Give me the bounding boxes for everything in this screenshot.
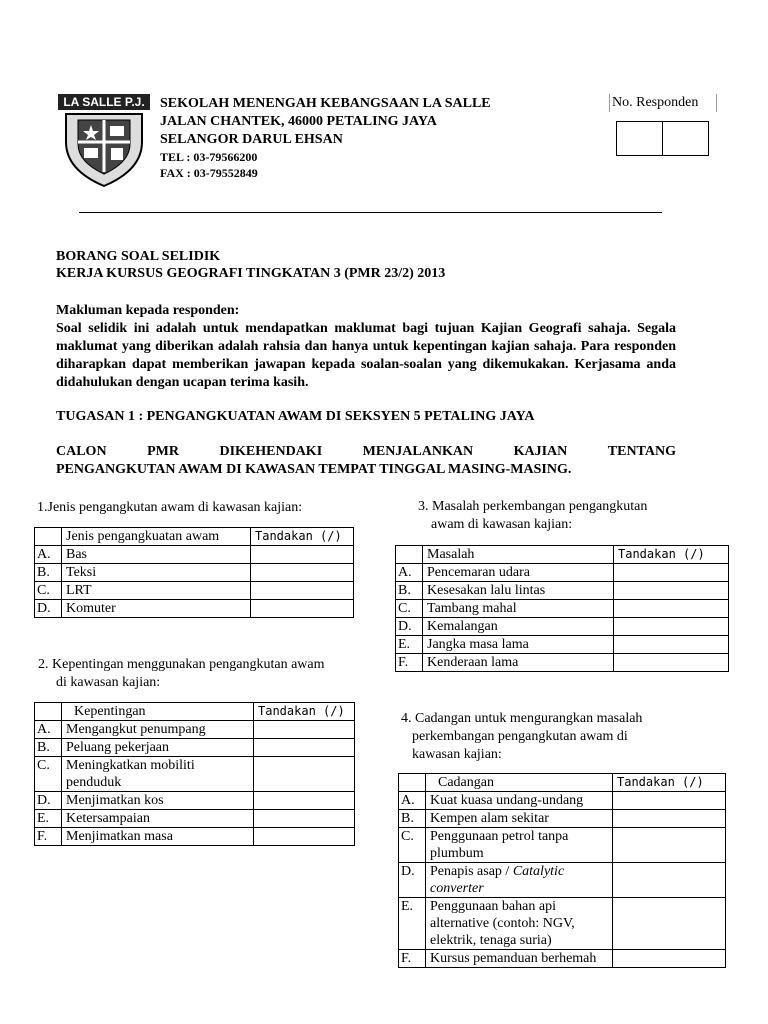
notice-body: Soal selidik ini adalah untuk mendapatkan maklumat bagi tujuan Kajian Geografi sahaja. Segala maklumat yang diberikan adalah rahsia dan hanya untuk kepentingan kajian sahaja. Para responden diharapkan dapat memberikan jawapan kepada soalan-soalan yang dikemukakan. Kerjasama anda didahulukan dengan ucapan terima kasih. [56,321,676,390]
task-title: TUGASAN 1 : PENGANGKUATAN AWAM DI SEKSYEN 5 PETALING JAYA [56,409,535,424]
table-row: A. Kuat kuasa undang-undang [399,792,726,810]
instruction-word: KAJIAN [513,444,568,459]
school-address-line2: SELANGOR DARUL EHSAN [160,132,343,147]
table-row: C. Penggunaan petrol tanpa plumbum [399,828,726,863]
mark-cell[interactable] [251,564,354,582]
instruction-word: TENTANG [607,444,676,459]
mark-cell[interactable] [251,546,354,564]
column-header: Masalah [423,546,614,564]
logo-text: LA SALLE P.J. [63,95,145,109]
school-logo [56,92,152,188]
mark-cell[interactable] [613,810,726,828]
question-3-table [395,545,729,672]
mark-cell[interactable] [614,636,729,654]
question-1: 1.Jenis pengangkutan awam di kawasan kajian: [37,500,303,515]
mark-cell[interactable] [614,618,729,636]
column-header: Jenis pengangkuatan awam [62,528,251,546]
table-row: B. Kempen alam sekitar [399,810,726,828]
table-row: B. Peluang pekerjaan [35,739,355,757]
mark-cell[interactable] [613,828,726,863]
mark-column-header: Tandakan (/) [254,703,355,721]
mark-cell[interactable] [614,564,729,582]
table-row: B. Teksi [35,564,354,582]
table-row: D. Penapis asap / Catalytic converter [399,863,726,898]
mark-cell[interactable] [614,600,729,618]
respondent-number-label: No. Responden [609,94,717,112]
school-fax: FAX : 03-79552849 [160,166,258,180]
instruction-word: CALON [56,444,107,459]
school-tel: TEL : 03-79566200 [160,150,258,164]
table-row: C. Meningkatkan mobiliti penduduk [35,757,355,792]
table-row: E. Ketersampaian [35,810,355,828]
mark-cell[interactable] [613,950,726,968]
respondent-digit-2[interactable] [663,122,708,155]
table-row: F. Kursus pemanduan berhemah [399,950,726,968]
table-row: F. Menjimatkan masa [35,828,355,846]
table-row: A. Bas [35,546,354,564]
table-row: C. LRT [35,582,354,600]
table-row: C. Tambang mahal [396,600,729,618]
mark-cell[interactable] [613,863,726,898]
school-name: SEKOLAH MENENGAH KEBANGSAAN LA SALLE [160,96,491,111]
instruction-word: MENJALANKAN [362,444,474,459]
respondent-digit-1[interactable] [617,122,663,155]
candidate-instruction [56,443,676,479]
column-header: Cadangan [426,774,613,792]
school-header [160,95,491,181]
mark-column-header: Tandakan (/) [251,528,354,546]
table-row: D. Menjimatkan kos [35,792,355,810]
column-header: Kepentingan [62,703,254,721]
mark-cell[interactable] [251,600,354,618]
question-4: 4. Cadangan untuk mengurangkan masalah perkembangan pengangkutan awam di kawasan kajian: [401,711,643,762]
form-title [56,248,445,282]
mark-cell[interactable] [254,721,355,739]
mark-cell[interactable] [254,828,355,846]
header-divider [79,212,662,213]
mark-cell[interactable] [251,582,354,600]
school-address-line1: JALAN CHANTEK, 46000 PETALING JAYA [160,114,437,129]
mark-cell[interactable] [254,739,355,757]
form-title-line2: KERJA KURSUS GEOGRAFI TINGKATAN 3 (PMR 23/2) 2013 [56,266,446,281]
respondent-number-box[interactable] [616,121,709,156]
table-row: A. Mengangkut penumpang [35,721,355,739]
mark-column-header: Tandakan (/) [614,546,729,564]
respondent-notice [56,302,676,392]
question-3: 3. Masalah perkembangan pengangkutan awam di kawasan kajian: [418,499,648,532]
table-row: E. Penggunaan bahan api alternative (contoh: NGV, elektrik, tenaga suria) [399,898,726,950]
question-2-table [34,702,355,846]
instruction-line2: PENGANGKUTAN AWAM DI KAWASAN TEMPAT TINGGAL MASING-MASING. [56,462,572,477]
mark-cell[interactable] [254,757,355,792]
mark-cell[interactable] [614,582,729,600]
table-row: A. Pencemaran udara [396,564,729,582]
table-row: F. Kenderaan lama [396,654,729,672]
mark-cell[interactable] [613,898,726,950]
mark-cell[interactable] [614,654,729,672]
question-2: 2. Kepentingan menggunakan pengangkutan awam di kawasan kajian: [38,657,325,690]
table-row: E. Jangka masa lama [396,636,729,654]
mark-cell[interactable] [254,792,355,810]
notice-heading: Makluman kepada responden: [56,303,240,318]
form-title-line1: BORANG SOAL SELIDIK [56,249,221,264]
instruction-word: DIKEHENDAKI [219,444,323,459]
table-row: D. Komuter [35,600,354,618]
mark-cell[interactable] [254,810,355,828]
mark-cell[interactable] [613,792,726,810]
mark-column-header: Tandakan (/) [613,774,726,792]
question-1-table [34,527,354,618]
table-row: D. Kemalangan [396,618,729,636]
instruction-word: PMR [147,444,179,459]
table-row: B. Kesesakan lalu lintas [396,582,729,600]
question-4-table [398,773,726,968]
